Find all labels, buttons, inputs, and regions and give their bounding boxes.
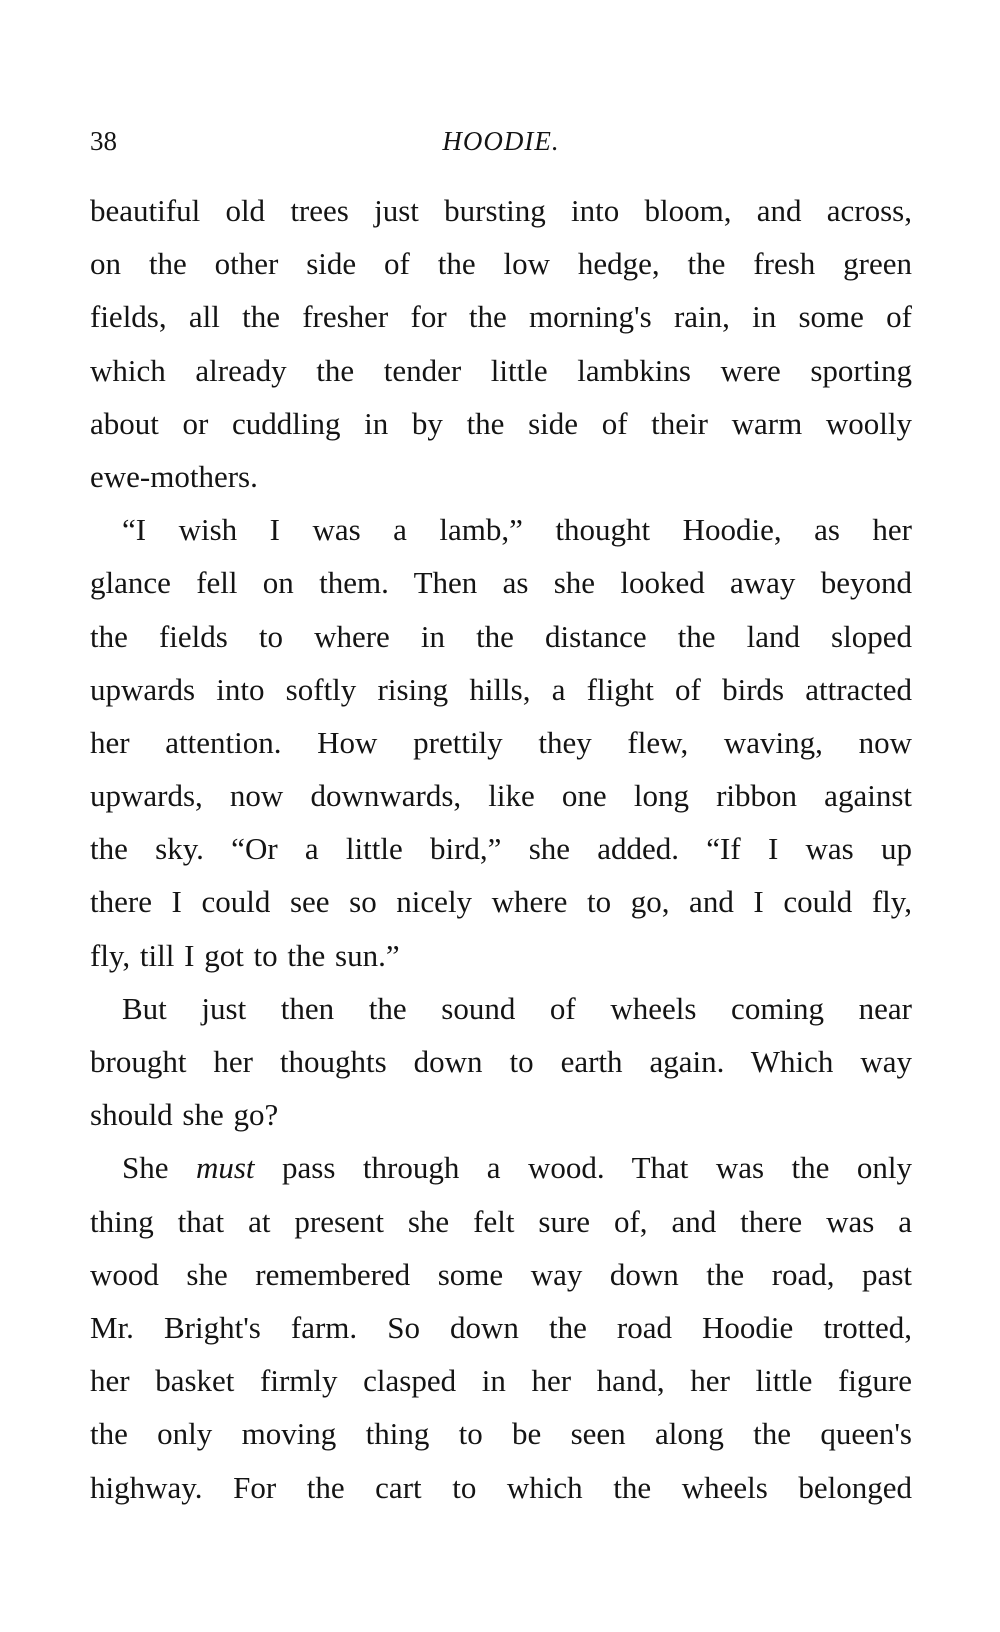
text-line: beautiful old trees just bursting into bloom, and across, (90, 193, 912, 228)
text-line: fly, till I got to the sun.” (90, 937, 400, 973)
text-line: Mr. Bright's farm. So down the road Hoodie trotted, (90, 1309, 912, 1345)
text-line: about or cuddling in by the side of their warm woolly (90, 405, 912, 441)
page-number: 38 (90, 126, 117, 156)
text-line: upwards into softly rising hills, a flight of birds attracted (90, 671, 912, 707)
paragraph-3 (90, 982, 912, 1142)
running-title: HOODIE. (442, 126, 560, 156)
paragraph-1 (90, 184, 912, 503)
text-line: there I could see so nicely where to go, and I could fly, (90, 884, 912, 920)
emphasis-text: must (195, 1150, 255, 1186)
text-line: glance fell on them. Then as she looked away beyond (90, 565, 912, 601)
text-line: her basket firmly clasped in her hand, her little figure (90, 1363, 912, 1399)
text-line: the sky. “Or a little bird,” she added. “If I was up (90, 831, 912, 867)
text-line: brought her thoughts down to earth again. Which way (90, 1044, 912, 1079)
running-head (90, 126, 912, 166)
text-line: fields, all the fresher for the morning's rain, in some of (90, 299, 912, 335)
text-line: upwards, now downwards, like one long ribbon against (90, 778, 912, 814)
text-line: highway. For the cart to which the wheels belonged (90, 1469, 912, 1505)
text-run: She (122, 1150, 196, 1186)
body-text (90, 184, 912, 1514)
text-line: ewe-mothers. (90, 458, 258, 494)
text-line: thing that at present she felt sure of, and there was a (90, 1203, 912, 1239)
text-line: her attention. How prettily they flew, waving, now (90, 724, 912, 760)
text-line: should she go? (90, 1097, 279, 1133)
text-line: the only moving thing to be seen along the queen's (90, 1416, 912, 1452)
text-line: which already the tender little lambkins were sporting (90, 352, 912, 388)
text-line: wood she remembered some way down the road, past (90, 1256, 912, 1292)
paragraph-2 (90, 503, 912, 982)
text-line: “I wish I was a lamb,” thought Hoodie, as her (122, 512, 912, 548)
paragraph-4 (90, 1141, 912, 1513)
text-line: on the other side of the low hedge, the fresh green (90, 246, 912, 282)
text-line: But just then the sound of wheels coming near (122, 990, 912, 1026)
text-line-rich (90, 1141, 912, 1194)
text-line: the fields to where in the distance the land sloped (90, 618, 912, 654)
text-run: pass through a wood. That was the only (254, 1150, 913, 1186)
